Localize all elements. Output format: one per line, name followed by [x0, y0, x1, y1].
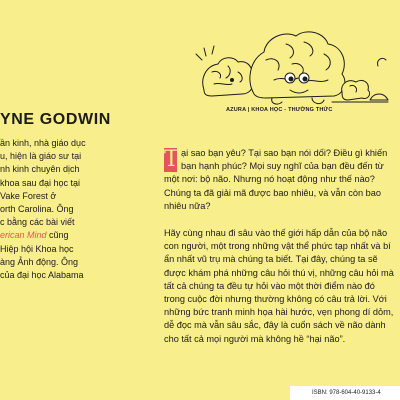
intro-line: bạn hạnh phúc? Mọi suy nghĩ của bạn đều đến từ — [181, 161, 384, 172]
isbn-label: ISBN: 978-604-40-9133-4 — [290, 386, 400, 400]
bio-line: Hiệp hội Khoa học — [0, 243, 74, 254]
brain-characters-illustration — [192, 20, 392, 108]
drop-cap: T — [164, 147, 179, 172]
bio-line: của đại học Alabama — [0, 270, 84, 281]
body-line: trong cuộc đời nhưng thường không có câu trả lời. Với — [164, 294, 387, 305]
intro-paragraph — [164, 147, 400, 213]
bio-line: orth Carolina. Ông — [0, 204, 74, 215]
intro-line: ại sao bạn yêu? Tại sao bạn nói dối? Điều gì khiến — [181, 148, 388, 158]
bio-line: ần kinh, nhà giáo dục — [0, 138, 86, 148]
body-line: tất cả chúng ta đều tự hỏi vào một thời điểm nào đó — [164, 280, 375, 291]
bio-line: u, hiện là giáo sư tại — [0, 151, 82, 162]
bio-line-tail: cũng — [46, 230, 69, 241]
bio-line-highlight — [0, 229, 140, 242]
body-line: cho tất cả mọi người mà không hề “hại não”. — [164, 333, 346, 344]
body-line: những bức tranh minh họa hài hước, vẹn phong dí dỏm, — [164, 307, 394, 318]
body-line: Hãy cùng nhau đi sâu vào thế giới hấp dẫn của bộ não — [164, 228, 388, 238]
highlighted-title: erican Mind — [0, 230, 47, 241]
intro-line: Chúng ta đã giải mã được bao nhiêu, và vẫn còn bao — [164, 187, 381, 198]
bio-line: Vake Forest ở — [0, 190, 57, 201]
bio-line: àng Ảnh động. Ông — [0, 256, 79, 267]
imprint-label: AZURA | KHOA HỌC - THƯỜNG THỨC — [226, 107, 333, 113]
bio-line: nh kinh chuyên dịch — [0, 164, 80, 175]
intro-line: nhiêu nữa? — [164, 200, 211, 211]
author-name: YNE GODWIN — [0, 111, 111, 128]
author-bio — [0, 137, 140, 282]
body-line: ẩn nhất vũ trụ mà chúng ta biết. Tại đây, chúng ta sẽ — [164, 254, 378, 265]
bio-line: khoa sau đại học tại — [0, 177, 81, 188]
body-paragraph — [164, 227, 400, 346]
body-line: được khám phá những câu hỏi thú vị, những câu hỏi mà — [164, 267, 394, 278]
body-line: dễ đọc mà vẫn sâu sắc, đây là cuốn sách về não dành — [164, 320, 386, 331]
intro-line: một nơi: bộ não. Nhưng nó hoạt động như thế nào? — [164, 174, 375, 185]
body-line: con người, một trong những vật thể phức tạp nhất và bí — [164, 241, 391, 252]
bio-line: c bằng các bài viết — [0, 217, 75, 228]
